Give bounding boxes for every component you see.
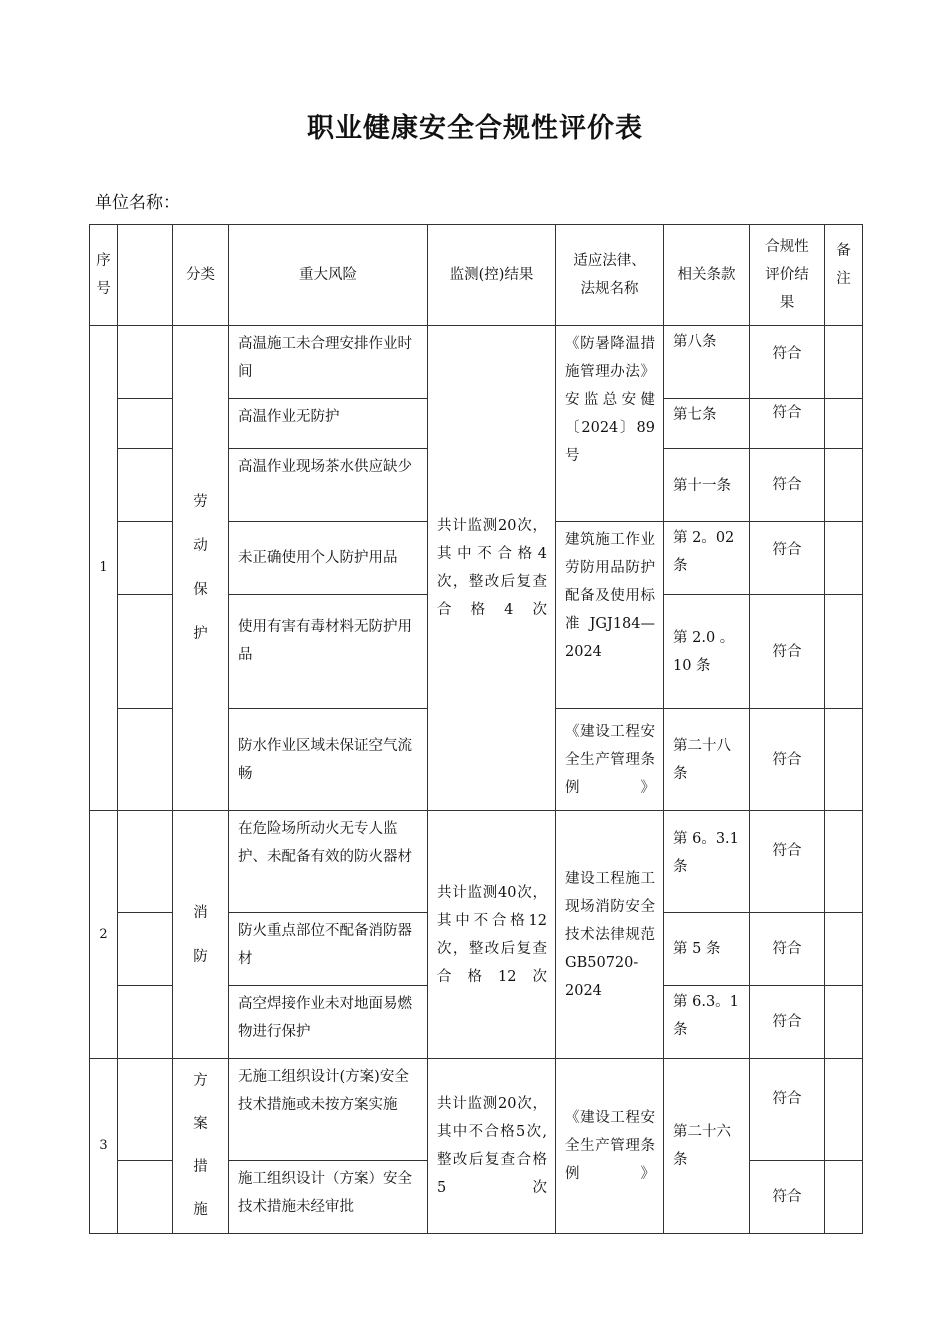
article-cell: 第 2.0 。 10 条 <box>664 595 750 709</box>
blank-cell <box>118 595 173 709</box>
risk-cell: 高空焊接作业未对地面易燃物进行保护 <box>229 986 428 1059</box>
group-seq: 3 <box>90 1059 118 1234</box>
result-cell: 符合 <box>750 326 825 399</box>
header-remark: 备 注 <box>825 225 863 326</box>
result-cell: 符合 <box>750 399 825 449</box>
header-category: 分类 <box>173 225 229 326</box>
blank-cell <box>118 709 173 811</box>
risk-cell: 无施工组织设计(方案)安全技术措施或未按方案实施 <box>229 1059 428 1161</box>
header-seq: 序 号 <box>90 225 118 326</box>
monitor-result: 共计监测20次，其中不合格4次，整改后复查合格4次 <box>428 326 556 811</box>
article-cell: 第 6.3。1 条 <box>664 986 750 1059</box>
article-cell: 第十一条 <box>664 449 750 522</box>
result-cell: 符合 <box>750 811 825 913</box>
group-seq: 2 <box>90 811 118 1059</box>
remark-cell <box>825 811 863 913</box>
remark-cell <box>825 913 863 986</box>
remark-cell <box>825 399 863 449</box>
blank-cell <box>118 449 173 522</box>
blank-cell <box>118 986 173 1059</box>
header-law: 适应法律、 法规名称 <box>556 225 664 326</box>
monitor-result: 共计监测40次，其中不合格12次，整改后复查合格12次 <box>428 811 556 1059</box>
result-cell: 符合 <box>750 986 825 1059</box>
result-cell: 符合 <box>750 522 825 595</box>
remark-cell <box>825 326 863 399</box>
article-cell: 第 5 条 <box>664 913 750 986</box>
page-title: 职业健康安全合规性评价表 <box>307 113 643 144</box>
result-cell: 符合 <box>750 449 825 522</box>
table-row <box>90 326 863 399</box>
risk-cell: 防火重点部位不配备消防器材 <box>229 913 428 986</box>
blank-cell <box>118 1059 173 1161</box>
group-seq: 1 <box>90 326 118 811</box>
unit-name-label: 单位名称： <box>95 193 180 213</box>
table-header-row <box>90 225 863 326</box>
law-name: 《建设工程安全生产管理条例》 <box>556 1059 664 1234</box>
remark-cell <box>825 709 863 811</box>
law-name: 建筑施工作业劳防用品防护配备及使用标准JGJ184—2024 <box>556 522 664 709</box>
result-cell: 符合 <box>750 595 825 709</box>
monitor-result: 共计监测20次，其中不合格5次,整改后复查合格5次 <box>428 1059 556 1234</box>
result-cell: 符合 <box>750 913 825 986</box>
header-monitor: 监测(控)结果 <box>428 225 556 326</box>
risk-cell: 高温施工未合理安排作业时间 <box>229 326 428 399</box>
header-blank <box>118 225 173 326</box>
header-risk: 重大风险 <box>229 225 428 326</box>
risk-cell: 防水作业区域未保证空气流畅 <box>229 709 428 811</box>
blank-cell <box>118 326 173 399</box>
law-name: 建设工程施工现场消防安全技术法律规范GB50720-2024 <box>556 811 664 1059</box>
header-article: 相关条款 <box>664 225 750 326</box>
group-category: 劳 动 保 护 <box>173 326 229 811</box>
table-row <box>90 1059 863 1161</box>
compliance-table <box>89 224 863 1234</box>
article-cell: 第七条 <box>664 399 750 449</box>
risk-cell: 施工组织设计（方案）安全技术措施未经审批 <box>229 1161 428 1234</box>
risk-cell: 未正确使用个人防护用品 <box>229 522 428 595</box>
blank-cell <box>118 913 173 986</box>
group-category: 方 案 措 施 <box>173 1059 229 1234</box>
risk-cell: 高温作业现场茶水供应缺少 <box>229 449 428 522</box>
blank-cell <box>118 1161 173 1234</box>
blank-cell <box>118 811 173 913</box>
table-row <box>90 811 863 913</box>
remark-cell <box>825 595 863 709</box>
article-cell: 第二十六条 <box>664 1059 750 1234</box>
result-cell: 符合 <box>750 1161 825 1234</box>
article-cell: 第八条 <box>664 326 750 399</box>
article-cell: 第 6。3.1 条 <box>664 811 750 913</box>
article-cell: 第 2。02 条 <box>664 522 750 595</box>
result-cell: 符合 <box>750 1059 825 1161</box>
remark-cell <box>825 986 863 1059</box>
risk-cell: 高温作业无防护 <box>229 399 428 449</box>
result-cell: 符合 <box>750 709 825 811</box>
risk-cell: 在危险场所动火无专人监护、未配备有效的防火器材 <box>229 811 428 913</box>
law-name: 《防暑降温措施管理办法》安监总安健〔2024〕89号 <box>556 326 664 522</box>
blank-cell <box>118 399 173 449</box>
law-name: 《建设工程安全生产管理条例》 <box>556 709 664 811</box>
remark-cell <box>825 522 863 595</box>
header-result: 合规性 评价结 果 <box>750 225 825 326</box>
blank-cell <box>118 522 173 595</box>
remark-cell <box>825 449 863 522</box>
remark-cell <box>825 1161 863 1234</box>
article-cell: 第二十八条 <box>664 709 750 811</box>
remark-cell <box>825 1059 863 1161</box>
risk-cell: 使用有害有毒材料无防护用品 <box>229 595 428 709</box>
group-category: 消 防 <box>173 811 229 1059</box>
